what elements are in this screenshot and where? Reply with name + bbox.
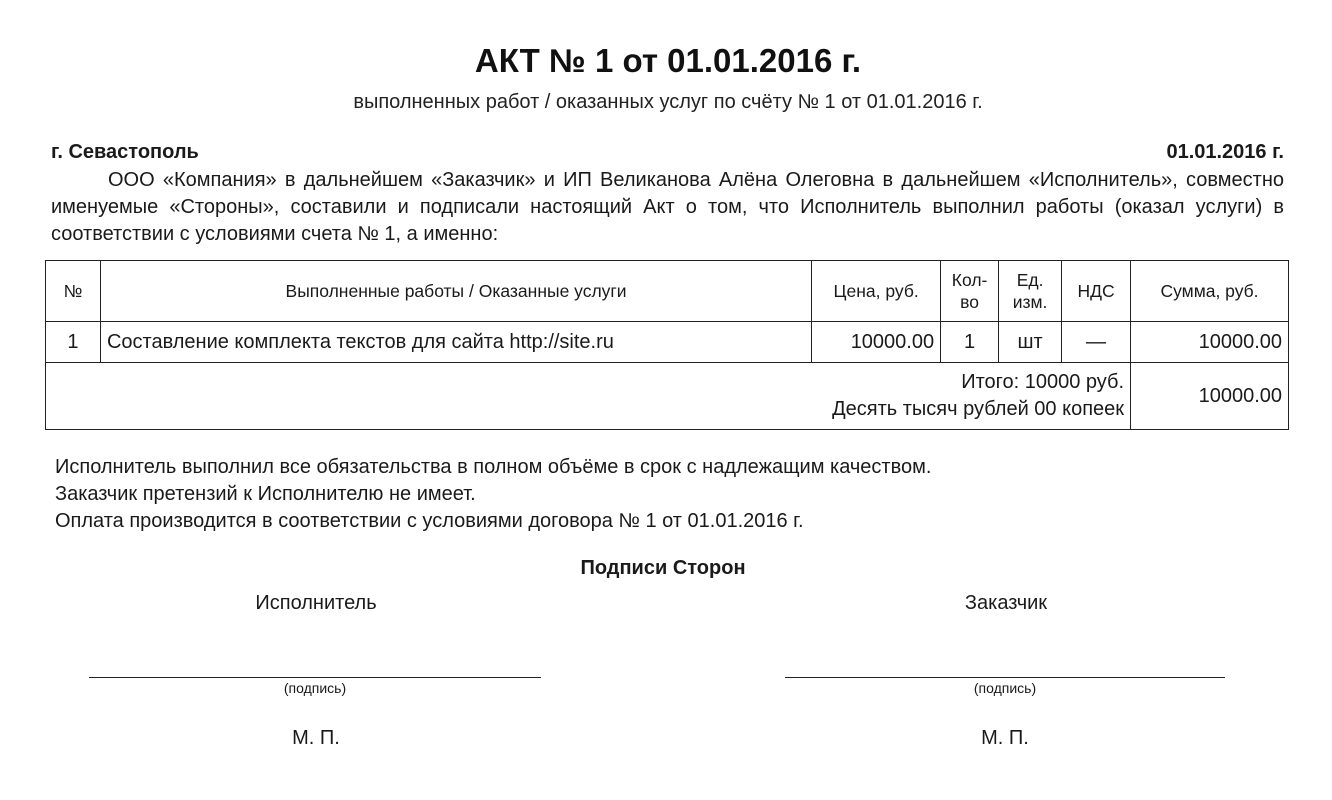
header-unit-line1: Ед.	[1016, 270, 1044, 290]
services-table	[45, 260, 1289, 430]
intro-paragraph: ООО «Компания» в дальнейшем «Заказчик» и ИП Великанова Алёна Олеговна в дальнейшем «Исполнитель», совместно именуемые «Стороны», составили и подписали настоящий Акт о том, что Исполнитель выполнил работы (оказал услуги) в соответствии с условиями счета № 1, а именно:	[51, 169, 1284, 245]
header-num: №	[46, 261, 101, 322]
row-num: 1	[46, 322, 101, 363]
row-sum: 10000.00	[1131, 322, 1289, 363]
note-line: Исполнитель выполнил все обязательства в полном объёме в срок с надлежащим качеством.	[55, 456, 932, 478]
total-label-cell	[46, 363, 1131, 430]
row-name: Составление комплекта текстов для сайта http://site.ru	[100, 322, 811, 363]
customer-signature-line	[785, 677, 1225, 678]
executor-signature-caption: (подпись)	[283, 680, 347, 696]
header-unit-line2: изм.	[1012, 292, 1048, 312]
header-price: Цена, руб.	[812, 261, 941, 322]
note-line: Оплата производится в соответствии с условиями договора № 1 от 01.01.2016 г.	[55, 510, 804, 532]
executor-stamp-place: М. П.	[292, 727, 340, 749]
executor-label: Исполнитель	[255, 592, 377, 614]
header-sum: Сумма, руб.	[1131, 261, 1289, 322]
header-qty	[941, 261, 999, 322]
total-amount-text: Итого: 10000 руб.	[961, 371, 1125, 393]
customer-signature-caption: (подпись)	[973, 680, 1037, 696]
note-line: Заказчик претензий к Исполнителю не имеет.	[55, 483, 476, 505]
executor-signature-line	[89, 677, 541, 678]
total-row	[46, 363, 1289, 430]
header-qty-line1: Кол-	[951, 270, 988, 290]
document-date: 01.01.2016 г.	[1166, 141, 1284, 163]
header-vat: НДС	[1062, 261, 1131, 322]
row-unit: шт	[999, 322, 1062, 363]
signatures-heading: Подписи Сторон	[580, 557, 746, 579]
total-sum: 10000.00	[1131, 363, 1289, 430]
header-unit	[999, 261, 1062, 322]
table-row	[46, 322, 1289, 363]
table-header-row	[46, 261, 1289, 322]
customer-stamp-place: М. П.	[981, 727, 1029, 749]
city: г. Севастополь	[51, 141, 199, 163]
document-subtitle: выполненных работ / оказанных услуг по счёту № 1 от 01.01.2016 г.	[353, 91, 983, 113]
total-amount-words: Десять тысяч рублей 00 копеек	[832, 398, 1125, 420]
row-price: 10000.00	[812, 322, 941, 363]
row-vat: —	[1062, 322, 1131, 363]
document-title: АКТ № 1 от 01.01.2016 г.	[474, 42, 862, 79]
header-qty-line2: во	[960, 292, 980, 312]
row-qty: 1	[941, 322, 999, 363]
customer-label: Заказчик	[964, 592, 1048, 614]
closing-notes	[55, 454, 931, 535]
header-name: Выполненные работы / Оказанные услуги	[100, 261, 811, 322]
